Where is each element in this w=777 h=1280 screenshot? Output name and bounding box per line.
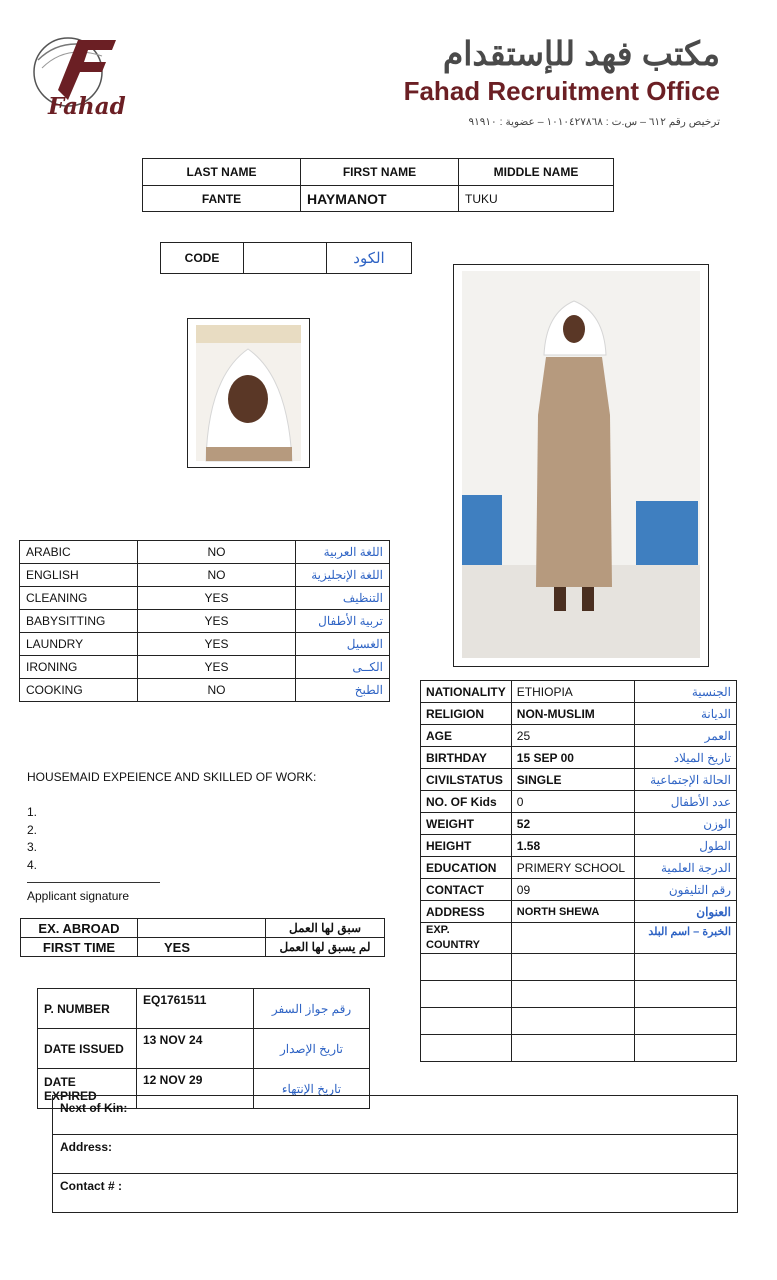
info-label-arabic: العمر <box>634 725 736 747</box>
info-value: 0 <box>511 791 634 813</box>
exp-label-line-1: EXP. <box>426 924 450 936</box>
info-label-arabic: عدد الأطفال <box>634 791 736 813</box>
skill-name-arabic: اللغة العربية <box>296 541 390 564</box>
info-label: EDUCATION <box>421 857 512 879</box>
info-value: PRIMERY SCHOOL <box>511 857 634 879</box>
code-label: CODE <box>161 243 244 274</box>
skill-row <box>20 656 390 679</box>
next-of-kin-table <box>52 1095 738 1213</box>
skills-table <box>19 540 390 702</box>
passport-label-arabic: تاريخ الإنتهاء <box>254 1069 370 1109</box>
info-label: NO. OF Kids <box>421 791 512 813</box>
info-value: NORTH SHEWA <box>511 901 634 923</box>
info-label: NATIONALITY <box>421 681 512 703</box>
info-value: 52 <box>511 813 634 835</box>
skill-name: LAUNDRY <box>20 633 138 656</box>
info-row <box>421 901 737 923</box>
info-label: AGE <box>421 725 512 747</box>
skill-value: NO <box>138 541 296 564</box>
info-label: RELIGION <box>421 703 512 725</box>
info-value: ETHIOPIA <box>511 681 634 703</box>
skill-name: BABYSITTING <box>20 610 138 633</box>
info-value: SINGLE <box>511 769 634 791</box>
info-label: HEIGHT <box>421 835 512 857</box>
experience-item: 1. <box>27 805 38 819</box>
first-name-header: FIRST NAME <box>301 159 459 186</box>
skill-name-arabic: الكــى <box>296 656 390 679</box>
exp-blank-row <box>421 981 737 1008</box>
last-name-header: LAST NAME <box>143 159 301 186</box>
personal-info-table <box>420 680 737 1062</box>
info-value: 09 <box>511 879 634 901</box>
kin-address-field: Address: <box>53 1135 738 1174</box>
info-value: 1.58 <box>511 835 634 857</box>
abroad-value <box>138 919 266 938</box>
info-row <box>421 879 737 901</box>
exp-country-label-arabic: الخبرة – اسم البلد <box>634 923 736 954</box>
skill-value: NO <box>138 564 296 587</box>
experience-item: 4. <box>27 857 38 872</box>
info-label: BIRTHDAY <box>421 747 512 769</box>
skill-name-arabic: اللغة الإنجليزية <box>296 564 390 587</box>
experience-list <box>27 804 37 874</box>
info-row <box>421 681 737 703</box>
code-value <box>244 243 327 274</box>
info-row <box>421 835 737 857</box>
code-label-arabic: الكود <box>327 243 412 274</box>
abroad-label-arabic: سبق لها العمل <box>266 919 385 938</box>
skill-name-arabic: الطبخ <box>296 679 390 702</box>
passport-label: DATE EXPIRED <box>38 1069 137 1109</box>
code-table <box>160 242 412 274</box>
kin-contact-field: Contact # : <box>53 1174 738 1213</box>
info-row <box>421 769 737 791</box>
info-row <box>421 857 737 879</box>
exp-blank-row <box>421 954 737 981</box>
skill-row <box>20 587 390 610</box>
middle-name-value: TUKU <box>459 186 614 212</box>
experience-item: 2. <box>27 822 38 837</box>
info-value: 15 SEP 00 <box>511 747 634 769</box>
exp-country-label <box>421 923 512 954</box>
office-name-english: Fahad Recruitment Office <box>403 76 720 106</box>
exp-blank-row <box>421 1035 737 1062</box>
portrait-photo <box>187 318 310 468</box>
skill-name: CLEANING <box>20 587 138 610</box>
skill-name: COOKING <box>20 679 138 702</box>
info-label-arabic: الجنسية <box>634 681 736 703</box>
info-row <box>421 813 737 835</box>
skill-name: IRONING <box>20 656 138 679</box>
office-name-arabic: مكتب فهد للإستقدام <box>442 35 720 72</box>
name-table <box>142 158 614 212</box>
skill-row <box>20 564 390 587</box>
info-label-arabic: العنوان <box>634 901 736 923</box>
passport-value: EQ1761511 <box>137 989 254 1029</box>
passport-table <box>37 988 370 1109</box>
name-header-row <box>143 159 614 186</box>
info-label: CONTACT <box>421 879 512 901</box>
info-value: NON-MUSLIM <box>511 703 634 725</box>
passport-label-arabic: رقم جواز السفر <box>254 989 370 1029</box>
skill-value: YES <box>138 610 296 633</box>
license-line: ترخيص رقم ٦١٢ – س.ت : ١٠١٠٤٢٧٨٦٨ – عضوية : ٩١٩١٠ <box>468 116 720 128</box>
info-label-arabic: الدرجة العلمية <box>634 857 736 879</box>
skill-name-arabic: التنظيف <box>296 587 390 610</box>
skill-row <box>20 610 390 633</box>
full-body-photo <box>453 264 709 667</box>
skill-name-arabic: تربية الأطفال <box>296 610 390 633</box>
info-value: 25 <box>511 725 634 747</box>
skill-name: ENGLISH <box>20 564 138 587</box>
skill-row <box>20 633 390 656</box>
info-row <box>421 725 737 747</box>
abroad-table <box>20 918 385 957</box>
exp-label-line-2: COUNTRY <box>426 939 480 951</box>
info-label-arabic: رقم التليفون <box>634 879 736 901</box>
info-label: CIVILSTATUS <box>421 769 512 791</box>
name-value-row <box>143 186 614 212</box>
info-row <box>421 703 737 725</box>
skill-name-arabic: الغسيل <box>296 633 390 656</box>
info-label-arabic: الحالة الإجتماعية <box>634 769 736 791</box>
abroad-label: EX. ABROAD <box>21 919 138 938</box>
info-label: WEIGHT <box>421 813 512 835</box>
info-label-arabic: الوزن <box>634 813 736 835</box>
info-label-arabic: الطول <box>634 835 736 857</box>
info-row <box>421 791 737 813</box>
passport-row <box>38 1029 370 1069</box>
middle-name-header: MIDDLE NAME <box>459 159 614 186</box>
skill-value: YES <box>138 633 296 656</box>
experience-item: 3. <box>27 840 38 854</box>
info-row <box>421 747 737 769</box>
experience-heading: HOUSEMAID EXPEIENCE AND SKILLED OF WORK: <box>27 770 317 784</box>
logo-text: Fahad <box>48 93 126 120</box>
info-label: ADDRESS <box>421 901 512 923</box>
abroad-label-arabic: لم يسبق لها العمل <box>266 938 385 957</box>
exp-country-value <box>511 923 634 954</box>
passport-row <box>38 989 370 1029</box>
info-label-arabic: الديانة <box>634 703 736 725</box>
abroad-label: FIRST TIME <box>21 938 138 957</box>
skill-value: YES <box>138 587 296 610</box>
abroad-row <box>21 938 385 957</box>
passport-value: 13 NOV 24 <box>137 1029 254 1069</box>
exp-blank-row <box>421 1008 737 1035</box>
abroad-row <box>21 919 385 938</box>
signature-label: Applicant signature <box>27 889 130 903</box>
passport-label: P. NUMBER <box>38 989 137 1029</box>
skill-row <box>20 679 390 702</box>
info-label-arabic: تاريخ الميلاد <box>634 747 736 769</box>
skill-name: ARABIC <box>20 541 138 564</box>
exp-country-row <box>421 923 737 954</box>
passport-label: DATE ISSUED <box>38 1029 137 1069</box>
skill-value: YES <box>138 656 296 679</box>
skill-value: NO <box>138 679 296 702</box>
next-of-kin-field: Next of Kin: <box>53 1096 738 1135</box>
first-name-value: HAYMANOT <box>301 186 459 212</box>
last-name-value: FANTE <box>143 186 301 212</box>
skill-row <box>20 541 390 564</box>
passport-value: 12 NOV 29 <box>137 1069 254 1109</box>
signature-line <box>27 882 160 883</box>
abroad-value: YES <box>138 938 266 957</box>
passport-label-arabic: تاريخ الإصدار <box>254 1029 370 1069</box>
